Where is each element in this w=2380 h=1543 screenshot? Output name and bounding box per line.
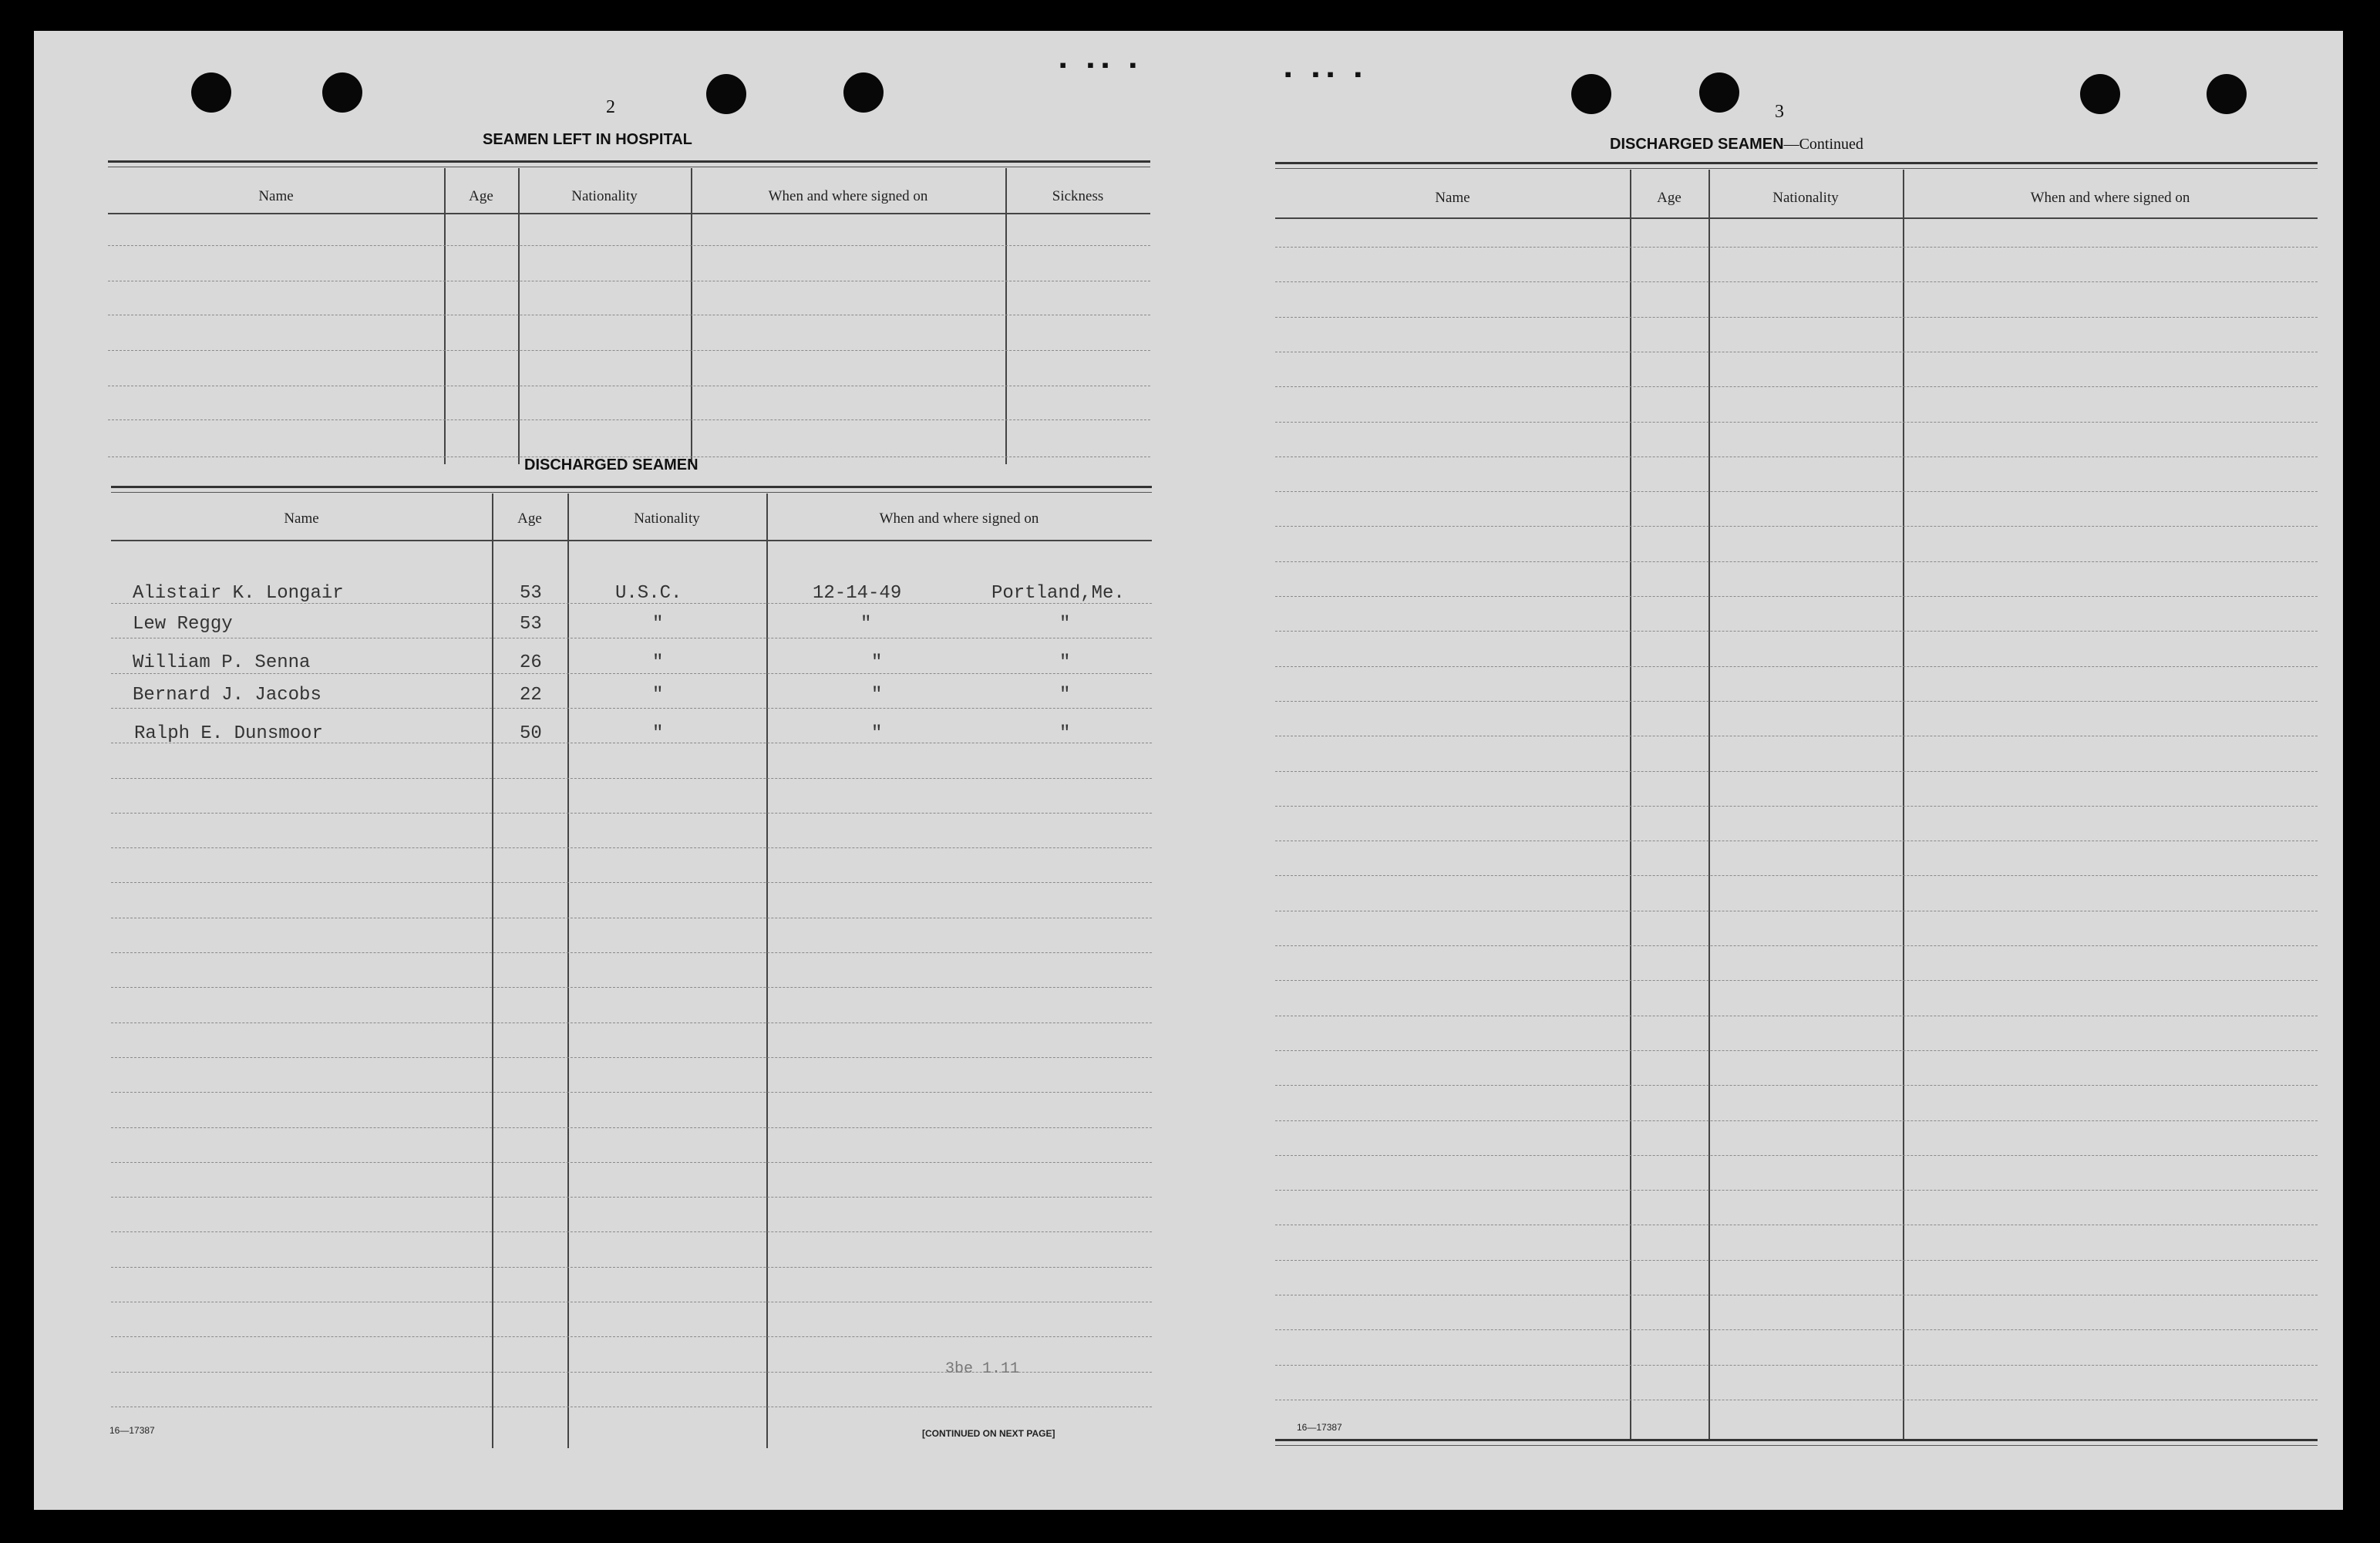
seaman-nationality: "	[652, 723, 664, 744]
seaman-age: 53	[520, 583, 542, 604]
ruled-line	[1275, 701, 2318, 702]
faint-stamp: 3be 1.11	[945, 1360, 1020, 1378]
speck-marks: ▪ ▪▪ ▪	[1059, 54, 1144, 76]
seaman-age: 26	[520, 652, 542, 673]
continued-header-nationality: Nationality	[1772, 190, 1839, 206]
punch-hole	[706, 74, 746, 114]
ruled-line	[1275, 317, 2318, 318]
seaman-signed-place: "	[1059, 652, 1071, 673]
page-number-left: 2	[606, 97, 615, 117]
ruled-line	[1275, 1120, 2318, 1121]
seaman-name: William P. Senna	[133, 652, 311, 673]
hospital-header-age: Age	[469, 188, 493, 204]
ruled-line	[111, 1336, 1152, 1337]
ruled-line	[1275, 1260, 2318, 1261]
seaman-name: Lew Reggy	[133, 614, 233, 635]
document-sheet	[34, 31, 2343, 1510]
ruled-line	[111, 1267, 1152, 1268]
seaman-signed-date: "	[860, 614, 872, 635]
discharged-section-title: DISCHARGED SEAMEN	[524, 456, 699, 473]
ruled-line	[111, 1057, 1152, 1058]
discharged-continued-title	[1610, 136, 1863, 153]
ruled-line	[1275, 281, 2318, 282]
ruled-line	[1275, 1050, 2318, 1051]
seaman-nationality: "	[652, 652, 664, 673]
ruled-line	[1275, 806, 2318, 807]
seaman-name: Alistair K. Longair	[133, 583, 344, 604]
ruled-line	[1275, 1190, 2318, 1191]
hospital-header-name: Name	[258, 188, 294, 204]
ruled-line	[1275, 456, 2318, 457]
seaman-signed-date: 12-14-49	[813, 583, 902, 604]
seaman-nationality: U.S.C.	[615, 583, 682, 604]
ruled-line	[1275, 526, 2318, 527]
ruled-line	[1275, 875, 2318, 876]
continued-header-signed-on: When and where signed on	[2030, 190, 2190, 206]
ruled-line	[1275, 1365, 2318, 1366]
seaman-name: Ralph E. Dunsmoor	[134, 723, 323, 744]
discharged-continued-table	[1275, 162, 2318, 1448]
ruled-line	[111, 952, 1152, 953]
hospital-section-title: SEAMEN LEFT IN HOSPITAL	[483, 131, 692, 148]
punch-hole	[1571, 74, 1611, 114]
punch-hole	[843, 72, 884, 113]
continued-header-age: Age	[1657, 190, 1681, 206]
discharged-table	[111, 486, 1152, 1450]
ruled-line	[1275, 386, 2318, 387]
ruled-line	[111, 1162, 1152, 1163]
discharged-header-signed-on: When and where signed on	[879, 510, 1039, 527]
title-suffix: —Continued	[1783, 136, 1863, 153]
ruled-line	[1275, 1085, 2318, 1086]
ruled-line	[111, 882, 1152, 883]
ruled-line	[111, 1127, 1152, 1128]
seaman-signed-date: "	[871, 652, 883, 673]
ruled-line	[111, 708, 1152, 709]
page-number-right: 3	[1775, 102, 1784, 122]
continued-on-next-page: [CONTINUED ON NEXT PAGE]	[922, 1428, 1055, 1439]
ruled-line	[108, 350, 1150, 351]
seaman-signed-place: Portland,Me.	[991, 583, 1125, 604]
title-main: DISCHARGED SEAMEN	[1610, 136, 1784, 153]
ruled-line	[111, 1231, 1152, 1232]
ruled-line	[111, 1092, 1152, 1093]
ruled-line	[108, 245, 1150, 246]
seaman-signed-date: "	[871, 723, 883, 744]
ruled-line	[111, 1197, 1152, 1198]
ruled-line	[111, 778, 1152, 779]
seaman-age: 53	[520, 614, 542, 635]
form-number-left: 16—17387	[109, 1425, 155, 1436]
ruled-line	[1275, 561, 2318, 562]
ruled-line	[1275, 631, 2318, 632]
seaman-name: Bernard J. Jacobs	[133, 685, 321, 706]
discharged-header-nationality: Nationality	[634, 510, 700, 527]
punch-hole	[322, 72, 362, 113]
seaman-age: 22	[520, 685, 542, 706]
hospital-header-sickness: Sickness	[1052, 188, 1104, 204]
discharged-header-age: Age	[517, 510, 542, 527]
ruled-line	[1275, 491, 2318, 492]
ruled-line	[1275, 771, 2318, 772]
ruled-line	[1275, 247, 2318, 248]
ruled-line	[111, 813, 1152, 814]
ruled-line	[1275, 422, 2318, 423]
form-number-right: 16—17387	[1297, 1422, 1342, 1433]
ruled-line	[1275, 980, 2318, 981]
seaman-signed-date: "	[871, 685, 883, 706]
ruled-line	[1275, 1329, 2318, 1330]
ruled-line	[111, 987, 1152, 988]
continued-header-name: Name	[1435, 190, 1470, 206]
seaman-signed-place: "	[1059, 723, 1071, 744]
hospital-header-nationality: Nationality	[571, 188, 638, 204]
hospital-table	[108, 160, 1150, 466]
ruled-line	[1275, 945, 2318, 946]
punch-hole	[1699, 72, 1739, 113]
punch-hole	[2080, 74, 2120, 114]
ruled-line	[111, 847, 1152, 848]
punch-hole	[191, 72, 231, 113]
seaman-signed-place: "	[1059, 614, 1071, 635]
punch-hole	[2207, 74, 2247, 114]
seaman-age: 50	[520, 723, 542, 744]
ruled-line	[1275, 596, 2318, 597]
seaman-nationality: "	[652, 685, 664, 706]
hospital-header-signed-on: When and where signed on	[768, 188, 928, 204]
seaman-signed-place: "	[1059, 685, 1071, 706]
discharged-header-name: Name	[284, 510, 319, 527]
speck-marks: ▪ ▪▪ ▪	[1284, 63, 1369, 86]
ruled-line	[108, 419, 1150, 420]
seaman-nationality: "	[652, 614, 664, 635]
ruled-line	[111, 1022, 1152, 1023]
ruled-line	[1275, 666, 2318, 667]
ruled-line	[1275, 1155, 2318, 1156]
